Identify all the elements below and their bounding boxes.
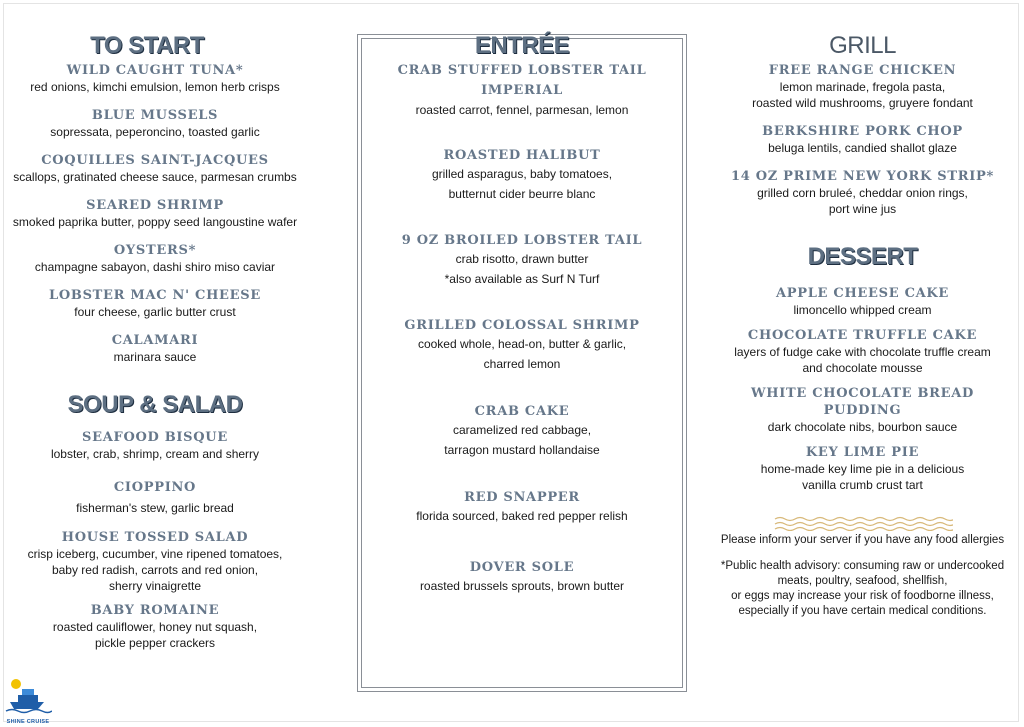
item-desc: red onions, kimchi emulsion, lemon herb crisps — [30, 80, 280, 94]
item-desc: crisp iceberg, cucumber, vine ripened tomatoes, — [27, 547, 283, 561]
menu-item — [705, 168, 1020, 217]
right-column — [705, 30, 1020, 619]
item-desc: marinara sauce — [113, 350, 197, 364]
item-desc: *also available as Surf N Turf — [444, 272, 600, 286]
menu-item — [705, 385, 1020, 435]
menu-item — [0, 429, 310, 462]
item-name: LOBSTER MAC N' CHEESE — [49, 288, 261, 303]
item-name: BLUE MUSSELS — [91, 108, 219, 123]
item-desc: pickle pepper crackers — [94, 636, 216, 650]
item-desc: beluga lentils, candied shallot glaze — [768, 141, 957, 155]
menu-item — [0, 332, 310, 365]
middle-column — [357, 30, 687, 596]
logo-text: SHINE CRUISE — [6, 719, 50, 725]
item-desc: layers of fudge cake with chocolate truffle cream — [734, 345, 991, 359]
menu-item — [357, 403, 687, 460]
item-name: APPLE CHEESE CAKE — [775, 286, 950, 301]
item-desc: smoked paprika butter, poppy seed langoustine wafer — [12, 215, 298, 229]
advisory-line: *Public health advisory: consuming raw or undercooked — [720, 560, 1005, 572]
menu-item — [0, 62, 310, 95]
item-desc: grilled corn bruleé, cheddar onion rings, — [757, 186, 968, 200]
soup-salad-title: SOUP & SALAD — [67, 391, 243, 418]
advisory-line: or eggs may increase your risk of foodborne illness, — [731, 590, 994, 602]
menu-item — [0, 107, 310, 140]
item-name: ROASTED HALIBUT — [443, 148, 601, 163]
allergy-note: Please inform your server if you have any food allergies — [720, 534, 1005, 546]
menu-item — [705, 62, 1020, 111]
item-desc: charred lemon — [483, 357, 561, 371]
item-desc: lemon marinade, fregola pasta, — [779, 80, 946, 94]
item-name: SEARED SHRIMP — [86, 198, 224, 213]
item-desc: crab risotto, drawn butter — [455, 252, 589, 266]
menu-item — [357, 147, 687, 204]
item-desc: vanilla crumb crust tart — [802, 478, 923, 492]
item-desc: baby red radish, carrots and red onion, — [51, 563, 259, 577]
item-name: IMPERIAL — [481, 83, 563, 98]
item-desc: roasted brussels sprouts, brown butter — [419, 579, 625, 593]
item-desc: and chocolate mousse — [802, 361, 923, 375]
wave-divider-icon — [773, 515, 953, 531]
item-name: BERKSHIRE PORK CHOP — [762, 124, 963, 139]
item-name: CRAB STUFFED LOBSTER TAIL — [397, 63, 647, 78]
item-desc: tarragon mustard hollandaise — [444, 443, 600, 457]
item-name: PUDDING — [823, 403, 902, 418]
dessert-title: DESSERT — [807, 243, 918, 270]
item-name: DOVER SOLE — [469, 560, 575, 575]
menu-item — [0, 529, 310, 594]
item-desc: roasted cauliflower, honey nut squash, — [52, 620, 258, 634]
item-desc: grilled asparagus, baby tomatoes, — [431, 167, 613, 181]
menu-item — [0, 197, 310, 230]
to-start-title: TO START — [90, 32, 204, 59]
cruise-ship-icon — [4, 674, 52, 714]
item-name: HOUSE TOSSED SALAD — [61, 530, 249, 545]
advisory-line: especially if you have certain medical conditions. — [738, 605, 987, 617]
grill-title: GRILL — [829, 32, 896, 59]
item-desc: sopressata, peperoncino, toasted garlic — [50, 125, 260, 139]
menu-item — [0, 479, 310, 516]
item-name: CALAMARI — [111, 333, 199, 348]
item-desc: port wine jus — [828, 202, 897, 216]
item-desc: lobster, crab, shrimp, cream and sherry — [50, 447, 260, 461]
menu-item — [0, 602, 310, 651]
item-name: GRILLED COLOSSAL SHRIMP — [404, 318, 640, 333]
item-name: WHITE CHOCOLATE BREAD — [750, 386, 975, 401]
menu-item — [705, 285, 1020, 318]
menu-item — [705, 123, 1020, 156]
item-desc: four cheese, garlic butter crust — [74, 305, 236, 319]
menu-item — [357, 317, 687, 374]
menu-item — [0, 152, 310, 185]
item-name: 9 OZ BROILED LOBSTER TAIL — [401, 233, 643, 248]
menu-item — [0, 242, 310, 275]
menu-item — [357, 232, 687, 289]
item-name: OYSTERS* — [113, 243, 197, 258]
item-name: RED SNAPPER — [464, 490, 580, 505]
item-name: 14 OZ PRIME NEW YORK STRIP* — [730, 169, 994, 184]
item-name: BABY ROMAINE — [90, 603, 220, 618]
item-name: FREE RANGE CHICKEN — [768, 63, 957, 78]
item-desc: dark chocolate nibs, bourbon sauce — [767, 420, 958, 434]
menu-item — [705, 327, 1020, 376]
item-desc: scallops, gratinated cheese sauce, parmesan crumbs — [13, 170, 297, 184]
health-advisory — [705, 559, 1020, 619]
item-desc: champagne sabayon, dashi shiro miso caviar — [34, 260, 276, 274]
item-name: CRAB CAKE — [474, 404, 570, 419]
item-desc: florida sourced, baked red pepper relish — [416, 509, 628, 523]
item-desc: caramelized red cabbage, — [452, 423, 592, 437]
item-name: WILD CAUGHT TUNA* — [66, 63, 244, 78]
item-desc: roasted wild mushrooms, gruyere fondant — [752, 96, 973, 110]
menu-item — [357, 489, 687, 526]
menu-item — [705, 444, 1020, 493]
menu-item — [357, 559, 687, 596]
shine-cruise-logo — [4, 674, 52, 725]
item-desc: home-made key lime pie in a delicious — [760, 462, 965, 476]
menu-item — [0, 287, 310, 320]
item-name: COQUILLES SAINT-JACQUES — [41, 153, 269, 168]
item-name: KEY LIME PIE — [805, 445, 920, 460]
item-desc: roasted carrot, fennel, parmesan, lemon — [415, 103, 629, 117]
entree-title: ENTRÉE — [474, 32, 570, 59]
item-desc: butternut cider beurre blanc — [448, 187, 596, 201]
left-column — [0, 30, 310, 651]
item-desc: sherry vinaigrette — [108, 579, 202, 593]
item-desc: cooked whole, head-on, butter & garlic, — [417, 337, 627, 351]
item-name: CIOPPINO — [113, 480, 197, 495]
item-name: SEAFOOD BISQUE — [82, 430, 228, 445]
menu-item — [357, 62, 687, 120]
item-name: CHOCOLATE TRUFFLE CAKE — [747, 328, 978, 343]
advisory-line: meats, poultry, seafood, shellfish, — [777, 575, 948, 587]
item-desc: limoncello whipped cream — [793, 303, 932, 317]
item-desc: fisherman's stew, garlic bread — [76, 501, 234, 515]
